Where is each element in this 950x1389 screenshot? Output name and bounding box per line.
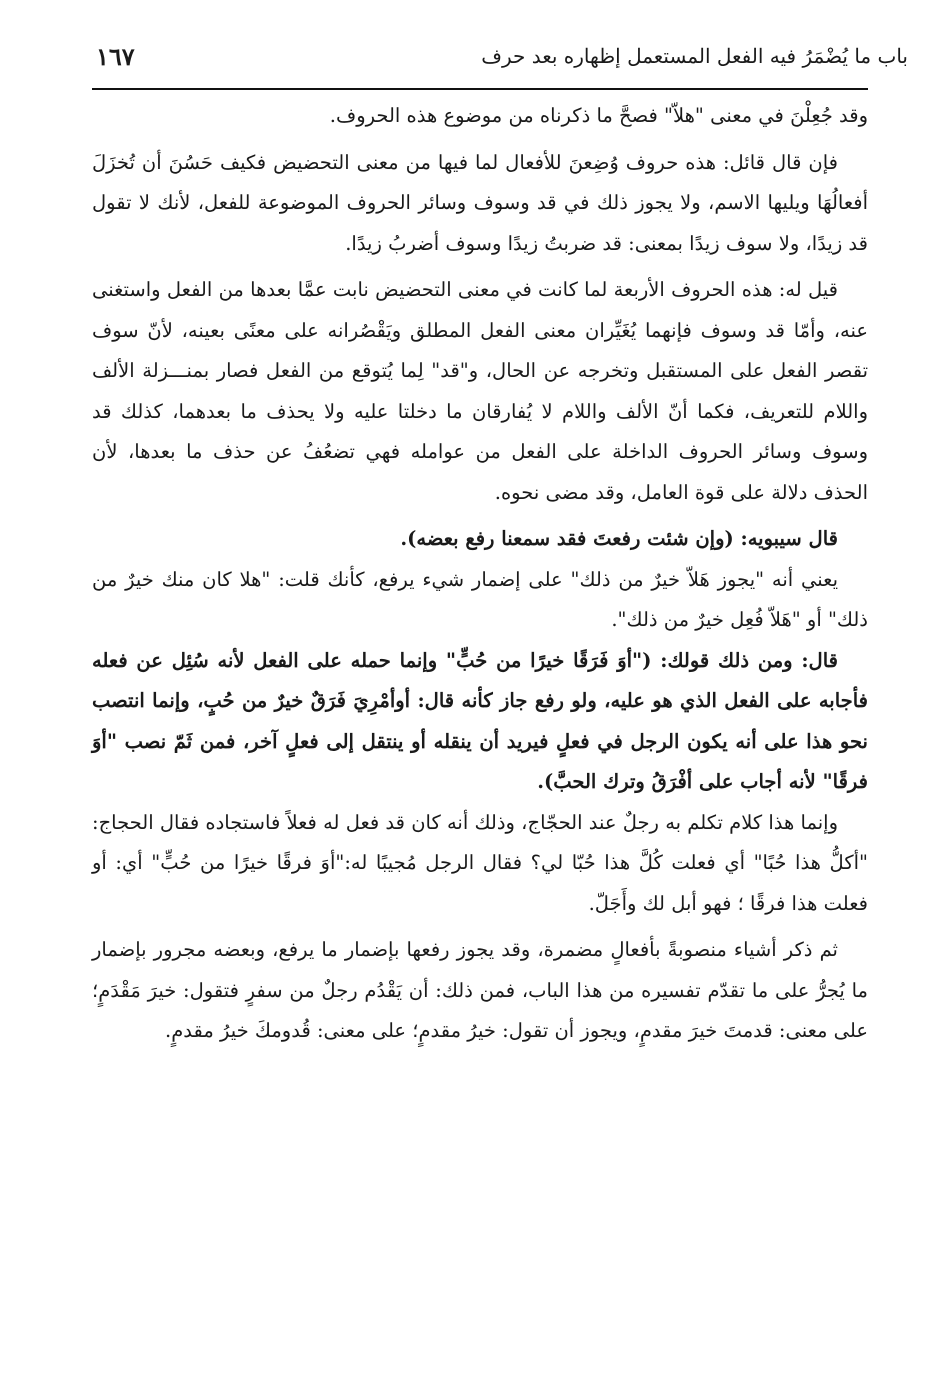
running-title: باب ما يُضْمَرُ فيه الفعل المستعمل إظهاره بعد حرف [481,44,908,68]
book-page [92,30,908,1350]
paragraph-2: فإن قال قائل: هذه حروف وُضِعنَ للأفعال لما فيها من معنى التحضيض فكيف حَسُنَ أن تُخزَلَ أفعالُهَا ويليها الاسم، ولا يجوز ذلك في قد وسوف وسائر الحروف الموضوعة للفعل، لأنك لا تقول قد زيدًا، ولا سوف زيدًا بمعنى: قد ضربتُ زيدًا وسوف أضربُ زيدًا. [92,150,868,255]
paragraph-1: وقد جُعِلْنَ في معنى "هلاّ" فصحَّ ما ذكرناه من موضوع هذه الحروف. [329,104,868,127]
paragraph-5: وإنما هذا كلام تكلم به رجلٌ عند الحجّاج، وذلك أنه كان قد فعل له فعلاً فاستجاده فقال الحجاج: "أكلُّ هذا حُبًا" أي فعلت كُلَّ هذا حُبّا لي؟ فقال الرجل مُجيبًا له:"أوَ فرقًا خيرًا من حُبٍّ" أي: أو فعلت هذا فرقًا ؛ فهو أبل لك وأَجَلّ. [92,810,868,915]
paragraph-6: ثم ذكر أشياء منصوبةً بأفعالٍ مضمرة، وقد يجوز رفعها بإضمار ما يرفع، وبعضه مجرور بإضمار ما يُجرُّ على ما تقدّم تفسيره من هذا الباب، فمن ذلك: أن يَقْدُم رجلٌ من سفرٍ فتقول: خيرَ مَقْدَمٍ؛ على معنى: قدمتَ خيرَ مقدمٍ، ويجوز أن تقول: خيرُ مقدمٍ؛ على معنى: قُدومكَ خيرُ مقدمٍ. [92,938,868,1042]
quote-sibawayh-2: قال: ومن ذلك قولك: ("أوَ فَرَقًا خيرًا من حُبٍّ" وإنما حمله على الفعل لأنه سُئِل عن فعله فأجابه على الفعل الذي هو عليه، ولو رفع جاز كأنه قال: أوأمْرِيَ فَرَقٌ خيرٌ من حُبٍ، وإنما انتصب نحو هذا على أنه يكون الرجل في فعلٍ فيريد أن ينقله أو ينتقل إلى فعلٍ آخر، فمن ثَمّ نصب "أوَ فرقًا" لأنه أجاب على أفْرَقُ وترك الحبَّ). [92,648,868,793]
paragraph-4: يعني أنه "يجوز هَلاّ خيرٌ من ذلك" على إضمار شيء يرفع، كأنك قلت: "هلا كان منك خيرٌ من ذلك" أو "هَلاّ فُعِل خيرٌ من ذلك". [92,567,868,631]
page-header [92,30,908,90]
quote-sibawayh-1: قال سيبويه: (وإن شئت رفعتَ فقد سمعنا رفع بعضه). [400,527,838,550]
body-text [92,90,868,1052]
page-number: ١٦٧ [96,42,135,71]
paragraph-3: قيل له: هذه الحروف الأربعة لما كانت في معنى التحضيض نابت عمَّا بعدها من الفعل واستغنى عنه، وأمّا قد وسوف فإنهما يُغَيِّران معنى الفعل المطلق ويَقْصُرانه على معنًى بعينه، لأنّ سوف تقصر الفعل على المستقبل وتخرجه عن الحال، و"قد" لِما يُتوقع من الفعل فصار بمنـــزلة الألف واللام للتعريف، فكما أنّ الألف واللام لا يُفارقان ما دخلتا عليه ولا يحذف ما بعدهما، كذلك قد وسوف وسائر الحروف الداخلة على الفعل من عوامله فهي تضعُفُ عن حذف ما بعدها، لأن الحذف دلالة على قوة العامل، وقد مضى نحوه. [92,278,868,504]
